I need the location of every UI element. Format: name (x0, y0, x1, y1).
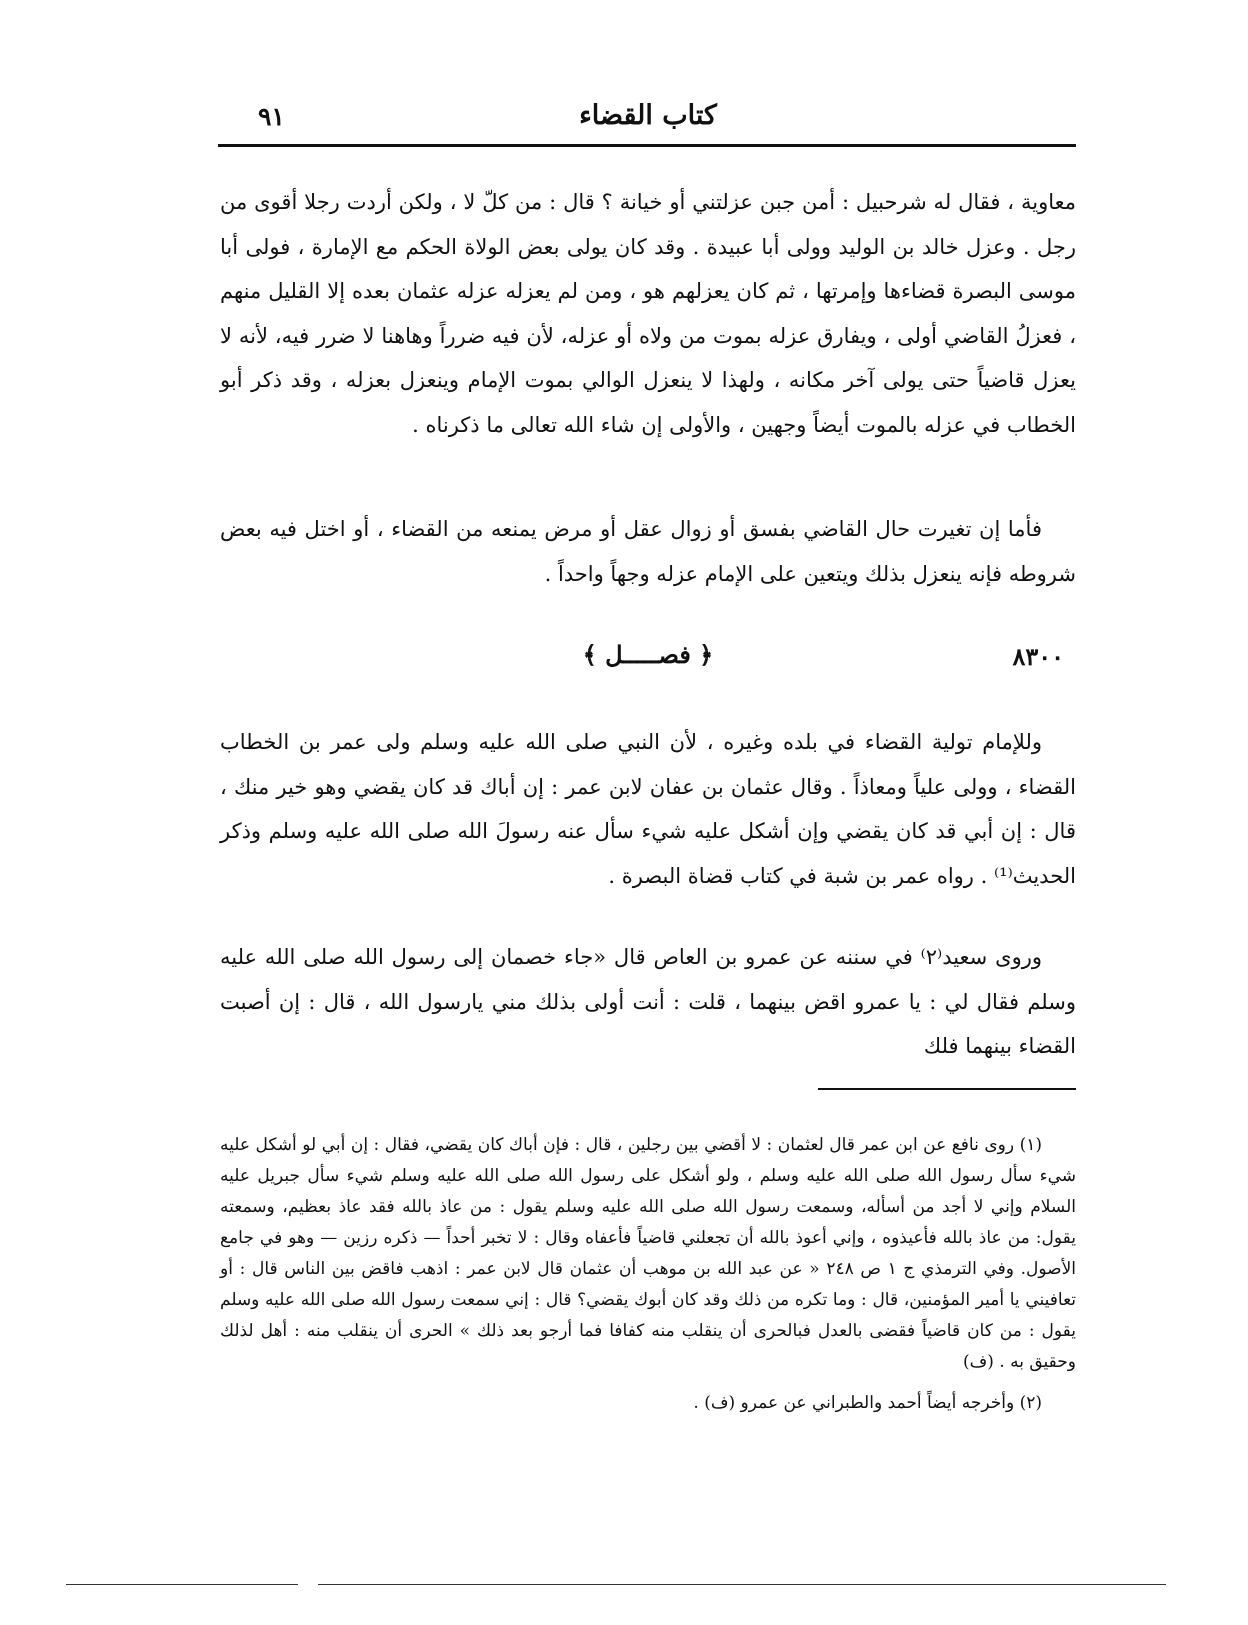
body-paragraph: فأما إن تغيرت حال القاضي بفسق أو زوال عقل أو مرض يمنعه من القضاء ، أو اختل فيه بعض شروطه فإنه ينعزل بذلك ويتعين على الإمام عزله وجهاً واحداً . (220, 517, 1076, 586)
footnote-rule (818, 1088, 1076, 1090)
body-paragraph: وللإمام تولية القضاء في بلده وغيره ، لأن النبي صلى الله عليه وسلم ولى عمر بن الخطاب القضاء ، وولى علياً ومعاذاً . وقال عثمان بن عفان لابن عمر : إن أباك قد كان يقضي وهو خير منك ، قال : إن أبي قد كان يقضي وإن أشكل عليه شيء سأل عنه رسولَ الله صلى الله عليه وسلم وذكر الحديث⁽¹⁾ . رواه عمر بن شبة في كتاب قضاة البصرة . (220, 730, 1076, 888)
body-paragraph: وروى سعيد⁽٢⁾ في سننه عن عمرو بن العاص قال «جاء خصمان إلى رسول الله صلى الله عليه وسلم فقال لي : يا عمرو اقض بينهما ، قلت : أنت أولى بذلك مني يارسول الله ، قال : إن أصبت القضاء بينهما فلك (220, 945, 1076, 1058)
section-number: ٨٣٠٠ (1012, 642, 1064, 671)
page-header (218, 98, 1078, 138)
page-number: ٩١ (258, 102, 285, 131)
bottom-rule (66, 1584, 298, 1585)
section-heading (220, 640, 1076, 684)
footnote-2: (٢) وأخرجه أيضاً أحمد والطبراني عن عمرو (ف) . (693, 1393, 1042, 1413)
body-paragraph: معاوية ، فقال له شرحبيل : أمن جبن عزلتني أو خيانة ؟ قال : من كلّ لا ، ولكن أردت رجلا أقوى من رجل . وعزل خالد بن الوليد وولى أبا عبيدة . وقد كان يولى بعض الولاة الحكم مع الإمارة ، فولى أبا موسى البصرة قضاءها وإمرتها ، ثم كان يعزلهم هو ، ومن لم يعزله عزله عثمان بعده إلا القليل منهم ، فعزلُ القاضي أولى ، ويفارق عزله بموت من ولاه أو عزله، لأن فيه ضرراً وهاهنا لا ضرر فيه، لأنه لا يعزل قاضياً حتى يولى آخر مكانه ، ولهذا لا ينعزل الوالي بموت الإمام وينعزل بعزله ، وقد ذكر أبو الخطاب في عزله بالموت أيضاً وجهين ، والأولى إن شاء الله تعالى ما ذكرناه . (220, 190, 1076, 437)
footnotes (220, 1130, 1076, 1419)
section-title: ﴿ فصـــــل ﴾ (582, 640, 714, 669)
bottom-rule (318, 1584, 1166, 1585)
header-rule (218, 144, 1076, 147)
running-title: كتاب القضاء (579, 100, 717, 131)
footnote-1: (١) روى نافع عن ابن عمر قال لعثمان : لا أقضي بين رجلين ، قال : فإن أباك كان يقضي، فقال : إن أبي لو أشكل عليه شيء سأل رسول الله صلى الله عليه وسلم ، ولو أشكل على رسول الله صلى الله عليه وسلم شيء سأل جبريل عليه السلام وإني لا أجد من أسأله، وسمعت رسول الله صلى الله عليه وسلم يقول : من عاذ بالله فقد عاذ بعظيم، وسمعته يقول: من عاذ بالله فأعيذوه ، وإني أعوذ بالله أن تجعلني قاضياً فأعفاه وقال : لا تخبر أحداً — ذكره رزين — وهو في جامع الأصول. وفي الترمذي ج ١ ص ٢٤٨ « عن عبد الله بن موهب أن عثمان قال لابن عمر : اذهب فاقض بين الناس قال : أو تعافيني يا أمير المؤمنين، قال : وما تكره من ذلك وقد كان أبوك يقضي؟ قال : إني سمعت رسول الله صلى الله عليه وسلم يقول : من كان قاضياً فقضى بالعدل فبالحرى أن ينقلب منه كفافا فما أرجو بعد ذلك » الحرى أن ينقلب منه : أهل لذلك وحقيق به . (ف) (220, 1135, 1076, 1372)
